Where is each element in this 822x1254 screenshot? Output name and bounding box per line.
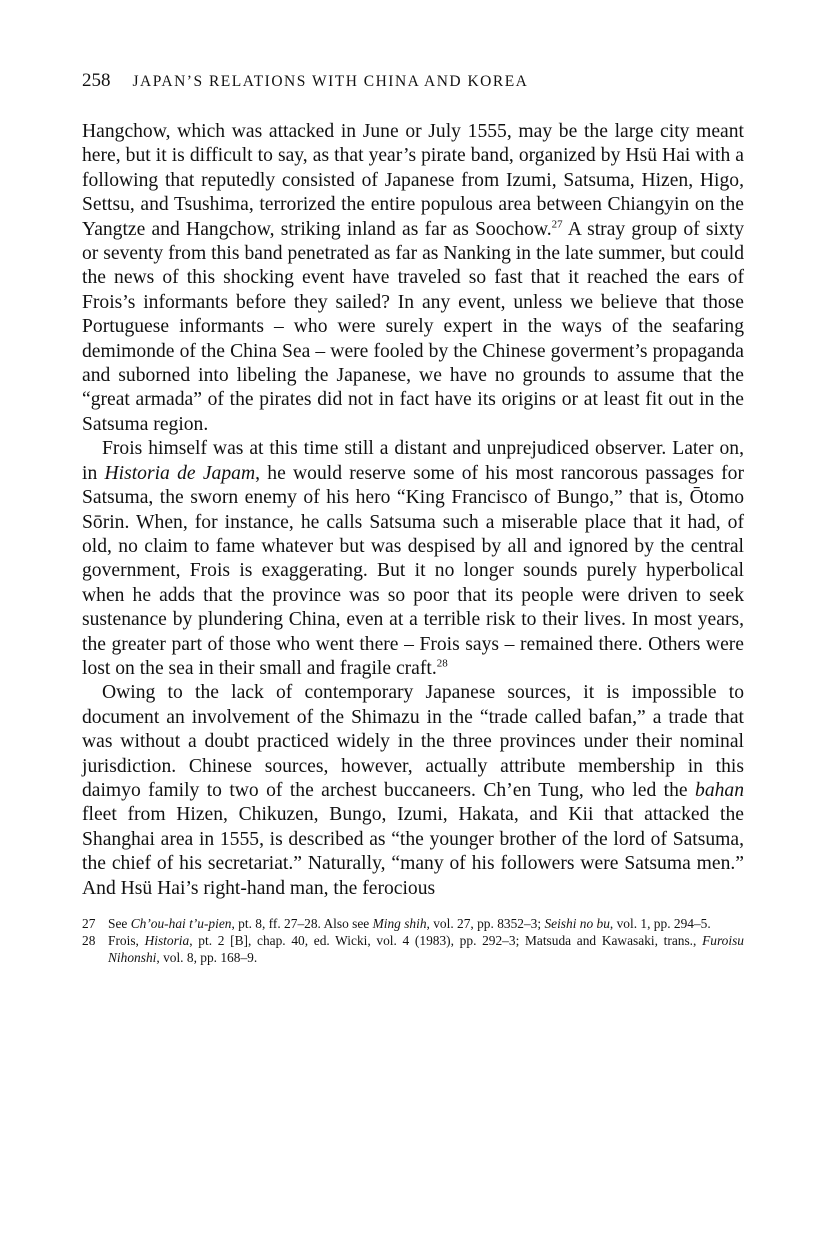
paragraph-text: Hangchow, which was attacked in June or July 1555, may be the large city meant here, but it is difficult to say, as that year’s pirate band, organized by Hsü Hai with a following that reputedly consisted of Japanese from Izumi, Satsuma, Hizen, Higo, Settsu, and Tsushima, terrorized the entire populous area between Chiangyin on the Yangtze and Hangchow, striking inland as far as Soochow. [82, 121, 744, 240]
paragraph-1 [82, 120, 744, 437]
footnote-number: 28 [82, 933, 96, 948]
italic-term: bahan [695, 779, 744, 801]
footnote-ref-28: 28 [436, 657, 448, 670]
paragraph-text: fleet from Hizen, Chikuzen, Bungo, Izumi, Hakata, and Kii that attacked the Shanghai area in 1555, is described as “the younger brother of the lord of Satsuma, the chief of his secretariat.” Naturally, “many of his followers were Satsuma men.” And Hsü Hai’s right-hand man, the ferocious [82, 804, 744, 899]
paragraph-text: Owing to the lack of contemporary Japanese sources, it is impossible to document an involvement of the Shimazu in the “trade called bafan,” a trade that was without a doubt practiced widely in the three provinces under their nominal jurisdiction. Chinese sources, however, actually attribute membership in this daimyo family to two of the archest buccaneers. Ch’en Tung, who led the [82, 682, 744, 801]
footnotes [82, 915, 744, 966]
footnote-ref-27: 27 [551, 218, 563, 231]
footnote-28 [82, 932, 744, 966]
running-title: JAPAN’S RELATIONS WITH CHINA AND KOREA [132, 73, 529, 90]
footnote-number: 27 [82, 916, 96, 931]
footnote-27 [82, 915, 744, 932]
book-page [82, 70, 744, 966]
book-title: Historia de Japam [104, 462, 256, 484]
paragraph-text: A stray group of sixty or seventy from this band penetrated as far as Nanking in the late summer, but could the news of this shocking event have traveled so fast that it reached the ears of Frois’s informants before they sailed? In any event, unless we believe that those Portuguese informants – who were surely expert in the ways of the seafaring demimonde of the China Sea – were fooled by the Chinese goverment’s propaganda and suborned into libeling the Japanese, we have no grounds to assume that the “great armada” of the pirates did not in fact have its origins or at least fit out in the Satsuma region. [82, 218, 744, 435]
paragraph-text: Frois himself was at this time still a distant and unprejudiced observer. Later on, in [82, 438, 744, 484]
paragraph-text: , he would reserve some of his most rancorous passages for Satsuma, the sworn enemy of his hero “King Francisco of Bungo,” that is, Ōtomo Sōrin. When, for instance, he calls Satsuma such a miserable place that it had, of old, no claim to fame whatever but was despised by all and ignored by the central government, Frois is exaggerating. But it no longer sounds purely hyperbolical when he adds that the province was so poor that its people were driven to seek sustenance by plundering China, even at a terrible risk to their lives. In most years, the greater part of those who went there – Frois says – remained there. Others were lost on the sea in their small and fragile craft. [82, 462, 744, 679]
footnote-text: Frois, Historia, pt. 2 [B], chap. 40, ed. Wicki, vol. 4 (1983), pp. 292–3; Matsuda and Kawasaki, trans., Furoisu Nihonshi, vol. 8, pp. 168–9. [108, 933, 744, 965]
body-text [82, 120, 744, 901]
paragraph-2 [82, 437, 744, 681]
running-head [82, 70, 744, 100]
paragraph-3 [82, 681, 744, 901]
page-number: 258 [82, 70, 111, 91]
footnote-text: See Ch’ou-hai t’u-pien, pt. 8, ff. 27–28. Also see Ming shih, vol. 27, pp. 8352–3; Seishi no bu, vol. 1, pp. 294–5. [108, 916, 711, 931]
